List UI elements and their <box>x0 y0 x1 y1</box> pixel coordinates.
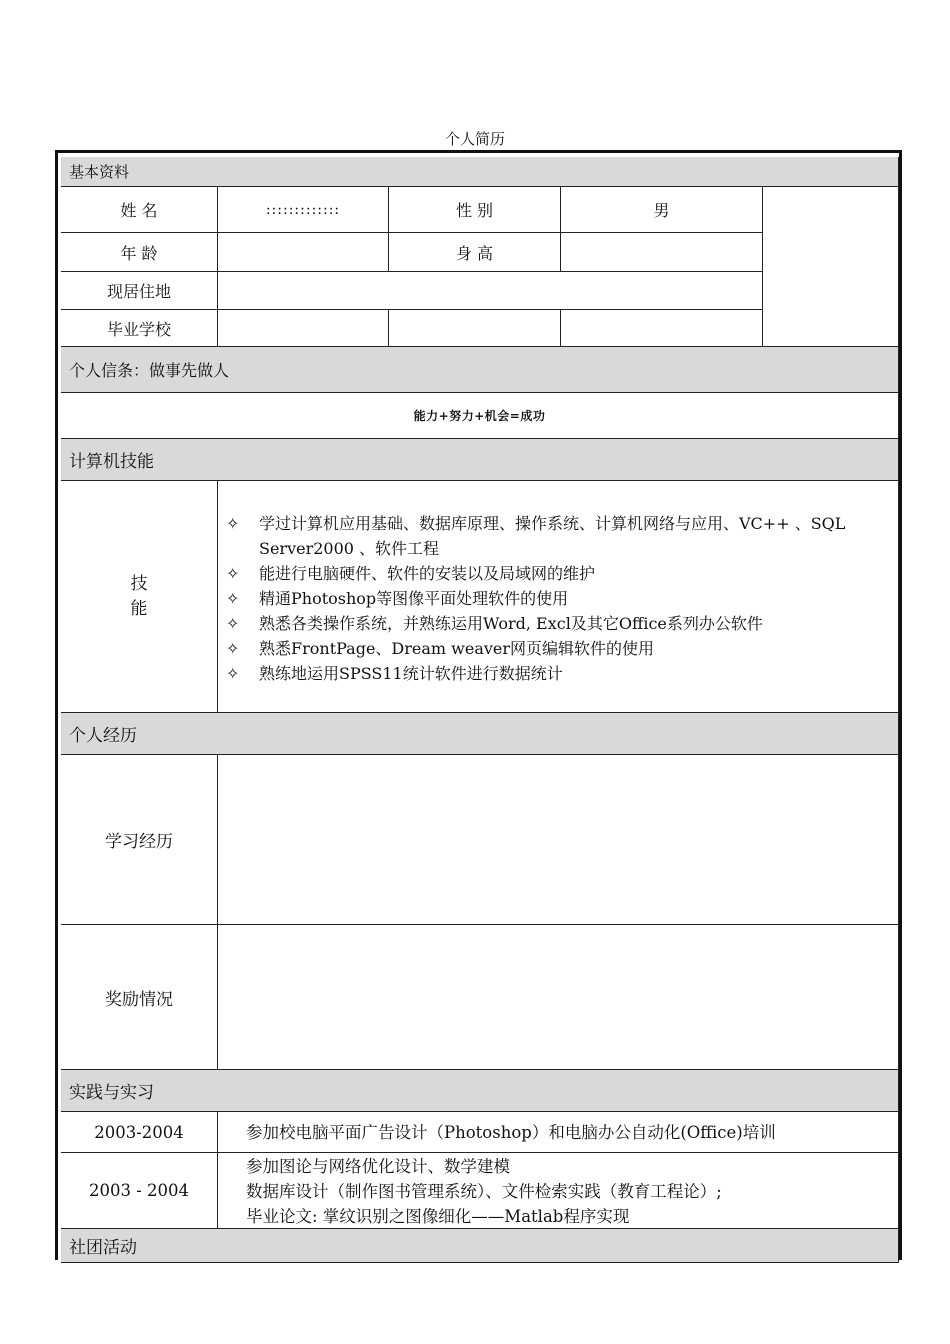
age-value <box>218 233 389 272</box>
practice-period: 2003 - 2004 <box>61 1153 218 1229</box>
resume-table <box>55 150 902 1260</box>
clubs-section-header: 社团活动 <box>61 1229 899 1263</box>
diamond-bullet-icon: ✧ <box>226 589 240 608</box>
study-content <box>218 755 899 925</box>
diamond-bullet-icon: ✧ <box>226 564 240 583</box>
skills-label <box>61 481 218 713</box>
skill-text: 熟练地运用SPSS11统计软件进行数据统计 <box>259 664 563 683</box>
skill-item <box>226 511 898 561</box>
name-label: 姓 名 <box>61 187 218 233</box>
diamond-bullet-icon: ✧ <box>226 614 240 633</box>
skill-item <box>226 611 898 636</box>
school-value <box>218 310 389 347</box>
study-label: 学习经历 <box>61 755 218 925</box>
experience-section-header: 个人经历 <box>61 713 899 755</box>
height-value <box>561 233 763 272</box>
skill-text: 能进行电脑硬件、软件的安装以及局域网的维护 <box>259 564 596 583</box>
residence-value <box>218 272 763 310</box>
practice-period: 2003-2004 <box>61 1112 218 1153</box>
skill-item <box>226 636 898 661</box>
diamond-bullet-icon: ✧ <box>226 514 240 533</box>
skills-list <box>218 481 899 713</box>
practice-line: 毕业论文: 掌纹识别之图像细化——Matlab程序实现 <box>246 1207 630 1226</box>
awards-content <box>218 925 899 1070</box>
diamond-bullet-icon: ✧ <box>226 664 240 683</box>
age-label: 年 龄 <box>61 233 218 272</box>
skill-text: 熟悉各类操作系统，并熟练运用Word, Excl及其它Office系列办公软件 <box>259 614 763 633</box>
practice-line: 参加图论与网络优化设计、数学建模 <box>246 1157 510 1176</box>
skill-item <box>226 661 898 686</box>
motto-value: 能力+努力+机会=成功 <box>61 393 899 439</box>
practice-details <box>218 1153 899 1229</box>
school-label: 毕业学校 <box>61 310 218 347</box>
photo-box <box>763 187 899 347</box>
practice-details <box>218 1112 899 1153</box>
page-title: 个人简历 <box>444 130 505 148</box>
diamond-bullet-icon: ✧ <box>226 639 240 658</box>
practice-section-header: 实践与实习 <box>61 1070 899 1112</box>
motto-label: 个人信条：做事先做人 <box>61 347 899 393</box>
height-label: 身 高 <box>389 233 561 272</box>
name-value: ::::::::::::: <box>218 187 389 233</box>
residence-label: 现居住地 <box>61 272 218 310</box>
gender-label: 性 别 <box>389 187 561 233</box>
skill-text: 精通Photoshop等图像平面处理软件的使用 <box>259 589 569 608</box>
skill-text: 学过计算机应用基础、数据库原理、操作系统、计算机网络与应用、VC++ 、SQL Server2000 、软件工程 <box>259 514 846 558</box>
skills-label-line1: 技 <box>130 573 148 594</box>
skills-label-line2: 能 <box>130 598 148 619</box>
skill-item <box>226 586 898 611</box>
basic-section-header: 基本资料 <box>61 157 899 187</box>
skills-section-header: 计算机技能 <box>61 439 899 481</box>
school-extra-2 <box>561 310 763 347</box>
skill-text: 熟悉FrontPage、Dream weaver网页编辑软件的使用 <box>259 639 655 658</box>
awards-label: 奖励情况 <box>61 925 218 1070</box>
practice-line: 数据库设计（制作图书管理系统）、文件检索实践（教育工程论）; <box>246 1182 722 1201</box>
school-extra-1 <box>389 310 561 347</box>
gender-value: 男 <box>561 187 763 233</box>
skill-item <box>226 561 898 586</box>
practice-line: 参加校电脑平面广告设计（Photoshop）和电脑办公自动化(Office)培训 <box>246 1123 776 1142</box>
